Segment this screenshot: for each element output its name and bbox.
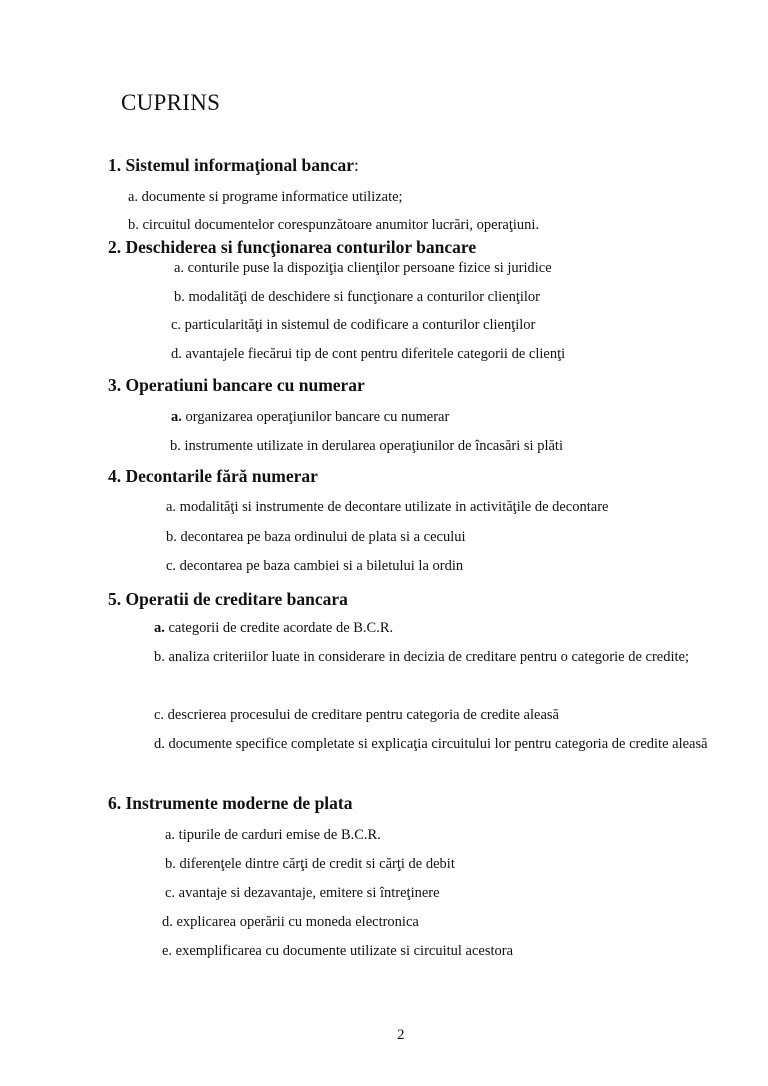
toc-item-5a-marker: a. [154,620,165,636]
toc-item-5c: c. descrierea procesului de creditare pentru categoria de credite aleasă [154,707,559,723]
toc-item-3a-text: organizarea operaţiunilor bancare cu numerar [181,409,450,425]
toc-item-5a-text: categorii de credite acordate de B.C.R. [164,620,394,636]
toc-item-3a [171,409,449,426]
toc-item-6a: a. tipurile de carduri emise de B.C.R. [165,827,381,843]
page-title: CUPRINS [121,90,221,115]
toc-item-2c: c. particularităţi in sistemul de codificare a conturilor clienţilor [171,317,536,333]
toc-item-4c: c. decontarea pe baza cambiei si a biletului la ordin [166,558,464,574]
page-number: 2 [397,1027,405,1043]
section-heading-1-text: 1. Sistemul informaţional bancar [108,155,354,175]
toc-item-2b: b. modalităţi de deschidere si funcţionare a conturilor clienţilor [174,289,540,305]
toc-item-5d [20,730,724,759]
toc-item-6b: b. diferenţele dintre cărţi de credit si cărţi de debit [165,856,455,872]
section-heading-1-suffix: : [353,155,359,175]
toc-item-6c: c. avantaje si dezavantaje, emitere si întreţinere [165,885,440,901]
toc-item-6e: e. exemplificarea cu documente utilizate si circuitul acestora [162,943,514,959]
section-heading-6: 6. Instrumente moderne de plata [108,793,353,813]
toc-item-2a: a. conturile puse la dispoziţia clienţilor persoane fizice si juridice [174,260,552,276]
toc-item-5a [154,620,393,637]
toc-item-2d: d. avantajele fiecărui tip de cont pentru diferitele categorii de clienţi [171,346,566,362]
toc-item-5d-text: d. documente specifice completate si explicaţia circuitului lor pentru categoria de credite aleasă [154,736,708,752]
section-heading-2: 2. Deschiderea si funcţionarea conturilor bancare [108,237,477,257]
section-heading-3: 3. Operatiuni bancare cu numerar [108,375,365,395]
toc-item-5b-text: b. analiza criteriilor luate in considerare in decizia de creditare pentru o categorie de credite; [154,649,690,665]
toc-item-3a-marker: a. [171,409,182,425]
toc-item-6d: d. explicarea operării cu moneda electronica [162,914,419,930]
section-heading-4: 4. Decontarile fără numerar [108,466,318,486]
section-heading-1 [108,155,359,176]
toc-item-4a: a. modalităţi si instrumente de decontare utilizate in activităţile de decontare [166,499,609,515]
toc-item-3b: b. instrumente utilizate in derularea operaţiunilor de încasări si plăti [170,438,563,454]
toc-item-1b: b. circuitul documentelor corespunzătoare anumitor lucrări, operaţiuni. [128,217,540,233]
toc-item-4b: b. decontarea pe baza ordinului de plata si a cecului [166,529,466,545]
toc-item-5b [20,643,724,672]
section-heading-5: 5. Operatii de creditare bancara [108,589,348,609]
toc-item-1a: a. documente si programe informatice utilizate; [128,189,403,205]
